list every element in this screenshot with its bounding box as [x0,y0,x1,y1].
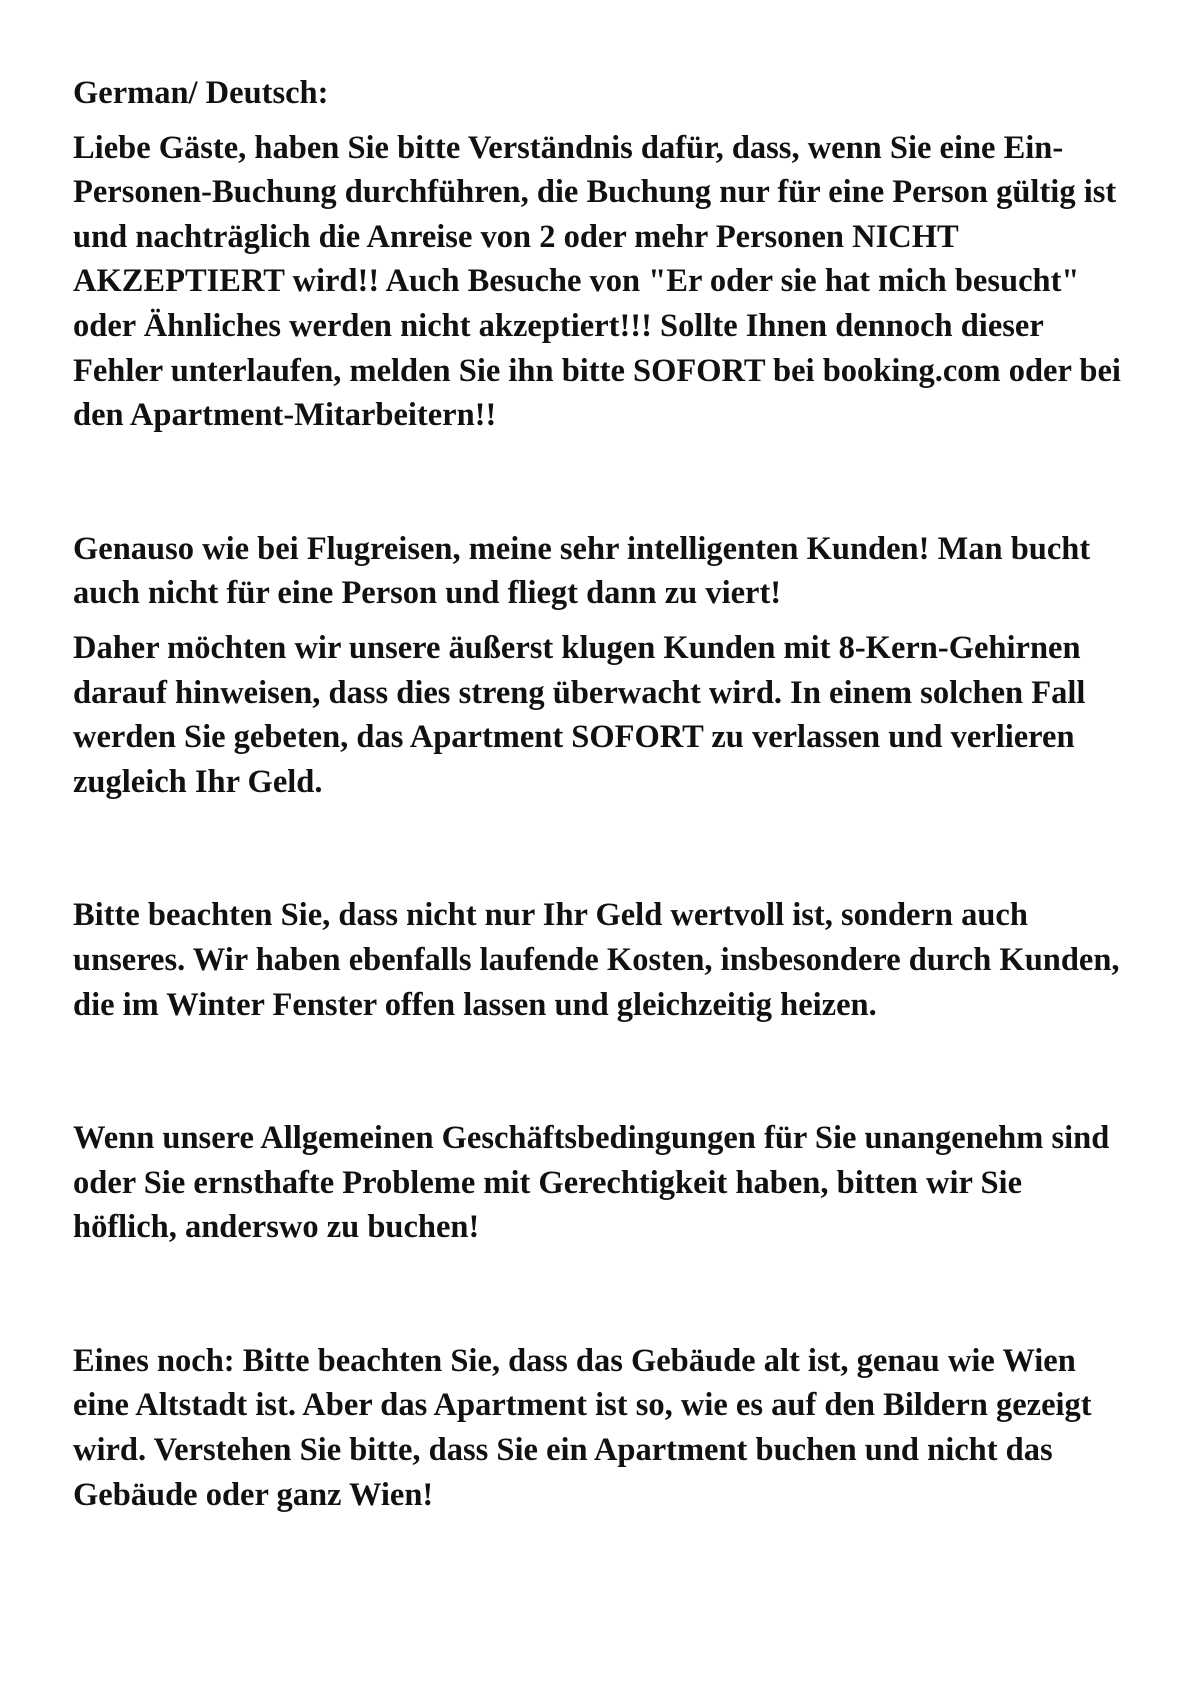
paragraph-old-building: Eines noch: Bitte beachten Sie, dass das Gebäude alt ist, genau wie Wien eine Altstadt ist. Aber das Apartment ist so, wie es auf den Bildern gezeigt wird. Verstehen Sie bitte, dass Sie ein Apartment buchen und nicht das Gebäude oder ganz Wien! [73,1342,1092,1513]
paragraph-running-costs: Bitte beachten Sie, dass nicht nur Ihr Geld wertvoll ist, sondern auch unseres. Wir haben ebenfalls laufende Kosten, insbesondere durch Kunden, die im Winter Fenster offen lassen und gleichzeitig heizen. [73,897,1120,1023]
document-page [73,71,1133,1517]
paragraph-flight-comparison: Genauso wie bei Flugreisen, meine sehr intelligenten Kunden! Man bucht auch nicht für eine Person und fliegt dann zu viert! [73,530,1091,612]
paragraph-terms-conditions: Wenn unsere Allgemeinen Geschäftsbedingungen für Sie unangenehm sind oder Sie ernsthafte Probleme mit Gerechtigkeit haben, bitten wir Sie höflich, anderswo zu buchen! [73,1120,1110,1246]
paragraph-monitoring-warning: Daher möchten wir unsere äußerst klugen Kunden mit 8-Kern-Gehirnen darauf hinweisen, dass dies streng überwacht wird. In einem solchen Fall werden Sie gebeten, das Apartment SOFORT zu verlassen und verlieren zugleich Ihr Geld. [73,629,1086,800]
paragraph-one-person-booking: Liebe Gäste, haben Sie bitte Verständnis dafür, dass, wenn Sie eine Ein-Personen-Buchung durchführen, die Buchung nur für eine Person gültig ist und nachträglich die Anreise von 2 oder mehr Personen NICHT AKZEPTIERT wird!! Auch Besuche von "Er oder sie hat mich besucht" oder Ähnliches werden nicht akzeptiert!!! Sollte Ihnen dennoch dieser Fehler unterlaufen, melden Sie ihn bitte SOFORT bei booking.com oder bei den Apartment-Mitarbeitern!! [73,129,1121,434]
language-heading: German/ Deutsch: [73,75,329,111]
